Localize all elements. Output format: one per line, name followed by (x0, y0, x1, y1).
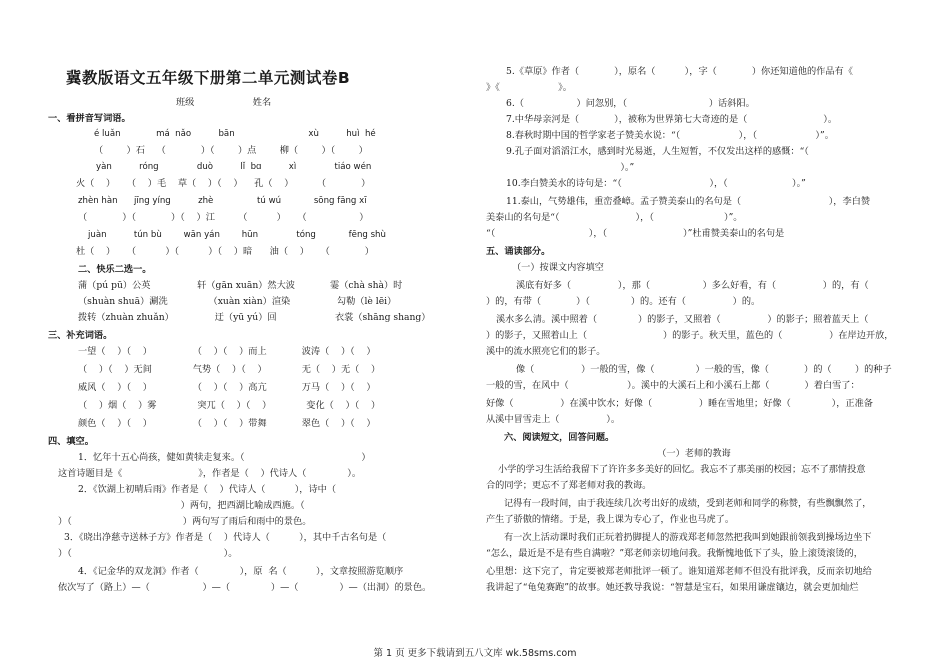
pinyin-line: zhèn hàn jīng yíng zhè tú wú sōng fāng xī (78, 196, 367, 206)
text-line: “（ ），（ ）”杜甫赞美泰山的名句是 (486, 228, 785, 239)
text-line: （ ）（ ）（ ）江 （ ） （ ） (78, 212, 369, 223)
text-line: 合的同学；更忘不了郑老师对我的教诲。 (486, 480, 652, 491)
text-line: 这首诗题目是《 》，作者是（ ）代诗人（ ）。 (58, 468, 362, 479)
text-line: 好像（ ）在溪中饮水；好像（ ）睡在雪地里；好像（ ），正准备 (486, 398, 873, 409)
text-line: （ ）（ ）无间 气势（ ）（ ） 无（ ）无（ ） (78, 364, 381, 375)
pinyin-line: juàn tún bù wān yán hūn tóng fēng shù (88, 230, 386, 240)
text-line: 颜色（ ）（ ） （ ）（ ）带舞 翠色（ ）（ ） (78, 418, 376, 429)
text-line: 一望（ ）（ ） （ ）（ ）而上 波涛（ ）（ ） (78, 346, 376, 357)
page-footer: 第 1 页 更多下载请到五八文库 wk.58sms.com (373, 648, 577, 659)
text-line: 8.春秋时期中国的哲学家老子赞美水说：“（ ），（ ）”。 (506, 130, 834, 141)
text-line: 记得有一段时间，由于我连续几次考出好的成绩，受到老师和同学的称赞，有些飘飘然了， (504, 498, 872, 509)
text-line: 威风（ ）（ ） （ ）（ ）高亢 万马（ ）（ ） (78, 382, 376, 393)
text-line: （shuàn shuā）涮洗 （xuàn xiàn）渲染 勾勒（lè lēi） (78, 296, 397, 307)
pinyin-line: yàn róng duò lǐ bɑ xì tiáo wén (96, 162, 372, 172)
text-line: 3．《晓出净慈寺送林子方》作者是（ ）代诗人（ ），其中千古名句是（ (64, 532, 387, 543)
text-line: 10.李白赞美水的诗句是：“（ ），（ ）。” (506, 178, 806, 189)
text-line: ）（ ）两句写了雨后和雨中的景色。 (58, 516, 312, 527)
text-line: 9.孔子面对滔滔江水，感到时光易逝，人生短暂，不仅发出这样的感慨：“（ (506, 146, 809, 157)
text-line: 7.中华母亲河是（ ），被称为世界第七大奇迹的是（ ）。 (506, 114, 838, 125)
text-line: （ ）石 （ ）（ ）点 柳（ ）（ ） (94, 145, 368, 156)
text-line: 心里想：这下完了，肯定要被郑老师批评一顿了。谁知道郑老师不但没有批评我，反而亲切地给 (486, 566, 872, 577)
text-line: 拨转（zhuàn zhuǎn） 迂（yū yú）回 衣裳（shāng shang） (78, 312, 431, 323)
text-line: 产生了骄傲的情绪。于是，我上课为专心了，作业也马虎了。 (486, 514, 735, 525)
section-heading: 三、补充词语。 (48, 330, 113, 341)
text-line: ）的影子，又照着山上（ ）的影子。秋天里，蓝色的（ ）在岸边开放， (486, 330, 894, 341)
text-line: ）的，有带（ ）（ ）的。还有（ ）的。 (486, 296, 761, 307)
text-line: 像（ ）一般的雪，像（ ）一般的雪，像（ ）的（ ）的种子 (516, 364, 892, 375)
section-heading: 四、填空。 (48, 436, 94, 447)
left-column (48, 0, 466, 640)
right-column (486, 0, 902, 640)
text-line: 美泰山的名句是“（ ），（ ）”。 (486, 212, 743, 223)
text-line: 班级 姓名 (176, 97, 272, 108)
text-line: 依次写了（路上）—（ ）—（ ）—（ ）—（出洞）的景色。 (58, 582, 432, 593)
section-heading: 六、阅读短文，回答问题。 (504, 432, 615, 443)
text-line: 蒲（pú pū）公英 轩（gān xuān）然大波 霎（chà shà）时 (78, 280, 403, 291)
text-line: 5.《草原》作者（ ），原名（ ），字（ ）你还知道他的作品有《 (506, 66, 853, 77)
text-line: 有一次上活动课时我们正玩着扔脚提人的游戏郑老师忽然把我叫到她跟前领我到操场边坐下 (504, 532, 872, 543)
text-line: 6.（ ）问忽别，（ ）话斜阳。 (506, 98, 755, 109)
text-line: 2．《饮湖上初晴后雨》作者是（ ）代诗人（ ），诗中（ (78, 484, 337, 495)
exam-title: 冀教版语文五年级下册第二单元测试卷B (65, 69, 351, 87)
text-line: （ ）烟（ ）雾 突兀（ ）（ ） 变化（ ）（ ） (78, 400, 381, 411)
text-line: ）（ ）。 (58, 548, 238, 559)
text-line: （一）按课文内容填空 (512, 262, 604, 273)
text-line: 杜（ ） （ ）（ ）（ ）暗 油（ ） （ ） (76, 246, 374, 257)
text-line: “怎么，最近是不是有些自满啦？”郑老师亲切地问我。我惭愧地低下了头，脸上滚烫滚烫的， (486, 548, 863, 559)
text-line: 从溪中冒雪走上（ ）。 (486, 414, 621, 425)
text-line: 4．《记金华的双龙洞》作者（ ），原 名（ ），文章按照游览顺序 (78, 566, 404, 577)
text-line: 小学的学习生活给我留下了许许多多美好的回忆。我忘不了那美丽的校园；忘不了那情投意 (498, 464, 866, 475)
text-line: （一）老师的教诲 (657, 448, 731, 459)
text-line: 11.泰山，气势雄伟，重峦叠嶂。孟子赞美泰山的名句是（ ），李白赞 (506, 196, 871, 207)
text-line: 火（ ） （ ）毛 草（ ）（ ） 孔（ ） （ ） (76, 178, 371, 189)
text-line: 1．忆年十五心尚孩，健如黄犊走复来。（ ） (78, 452, 371, 463)
text-line: 溪中的流水照亮它们的影子。 (486, 346, 606, 357)
text-line: 我讲起了“龟兔赛跑”的故事。她还教导我说：“智慧是宝石，如果用谦虚镶边，就会更加灿烂 (486, 582, 859, 593)
text-line: ）。” (486, 162, 635, 173)
text-line: ）两句，把西湖比喻成西施。（ (58, 500, 305, 511)
section-heading: 五、诵读部分。 (486, 246, 551, 257)
text-line: 一般的雪，在风中（ ）。溪中的大溪石上和小溪石上都（ ）着白雪了： (486, 380, 860, 391)
text-line: 溪底有好多（ ），那（ ）多么好看，有（ ）的，有（ (516, 280, 869, 291)
text-line: 溪水多么清。溪中照着（ ）的影子，又照着（ ）的影子；照着蓝天上（ (496, 314, 869, 325)
section-heading: 一、看拼音写词语。 (48, 113, 131, 124)
pinyin-line: é luǎn má nǎo bān xù huì hé (94, 129, 376, 139)
text-line: 》《 》。 (486, 82, 572, 93)
section-heading: 二、快乐二选一。 (78, 264, 152, 275)
